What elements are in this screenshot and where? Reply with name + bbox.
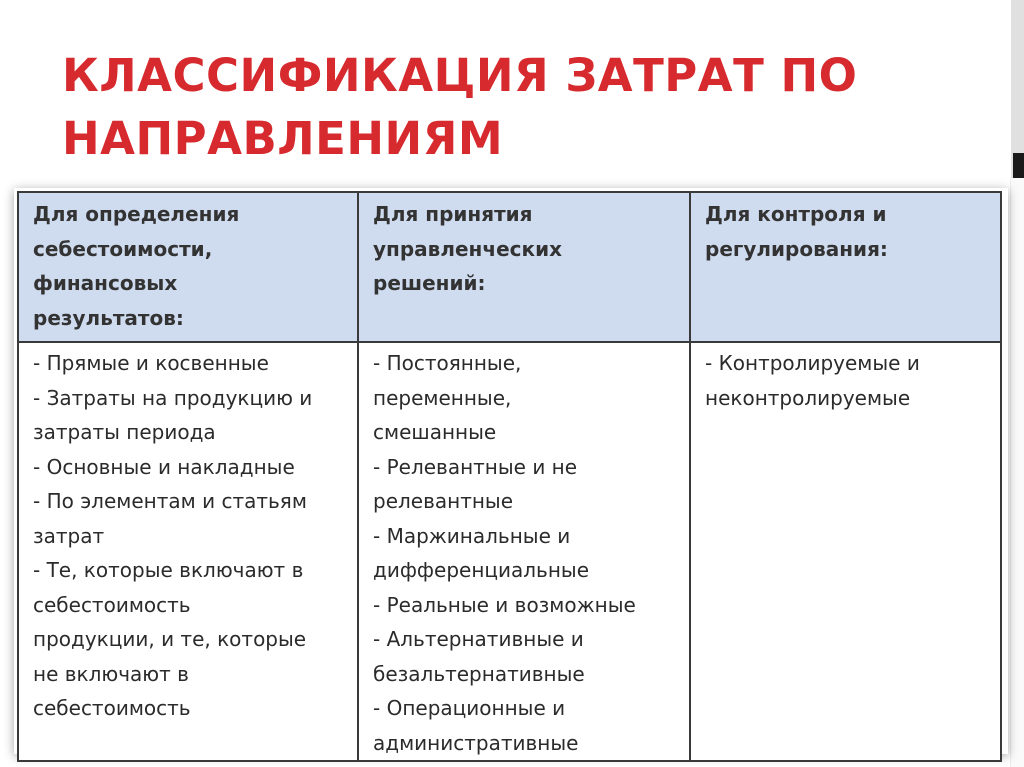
list-item: безальтернативные [373,661,585,686]
table-header-row [18,192,1001,342]
list-item: - Контролируемые и [705,351,920,375]
list-item: затраты периода [33,420,216,444]
list-item: релевантные [373,489,514,513]
title-line-2: НАПРАВЛЕНИЯМ [62,112,504,165]
header-line: управленческих [373,236,562,261]
header-cost-determination [18,192,358,342]
list-item: смешанные [373,420,497,444]
list-item: - Операционные и [373,696,566,720]
list-item: - Альтернативные и [373,627,584,651]
slide-title [62,44,962,170]
title-line-1: КЛАССИФИКАЦИЯ ЗАТРАТ ПО [62,49,858,102]
slide-edge-decoration [1011,0,1024,178]
header-management-decisions [358,192,690,342]
list-item: - Релевантные и не [373,454,578,479]
header-control-regulation [690,192,1001,342]
list-item: не включают в [33,661,189,686]
header-line: Для принятия [373,202,533,226]
header-line: себестоимости, [33,236,213,261]
list-item: - Основные и накладные [33,454,295,479]
cost-classification-table [17,191,1002,762]
list-item: неконтролируемые [705,385,911,410]
list-item: - Затраты на продукцию и [33,385,313,410]
list-item: дифференциальные [373,558,590,582]
header-line: результатов: [33,305,184,330]
header-line: финансовых [33,271,178,295]
slide-edge-strip [1010,178,1024,767]
list-item: - Те, которые включают в [33,558,304,582]
header-line: Для определения [33,202,240,226]
list-item: продукции, и те, которые [33,627,307,651]
list-item: затрат [33,523,105,548]
list-item: административные [373,730,579,755]
header-line: регулирования: [705,236,888,261]
list-item: - Постоянные, [373,351,522,375]
header-line: решений: [373,271,486,295]
list-item: - Маржинальные и [373,523,571,548]
header-line: Для контроля и [705,202,887,226]
cell-control-regulation [690,342,1001,761]
list-item: - По элементам и статьям [33,489,307,513]
list-item: себестоимость [33,696,191,720]
cell-cost-determination [18,342,358,761]
list-item: себестоимость [33,592,191,617]
list-item: переменные, [373,385,512,410]
list-item: - Реальные и возможные [373,592,636,617]
list-item: - Прямые и косвенные [33,351,269,375]
table-body-row [18,342,1001,761]
cell-management-decisions [358,342,690,761]
